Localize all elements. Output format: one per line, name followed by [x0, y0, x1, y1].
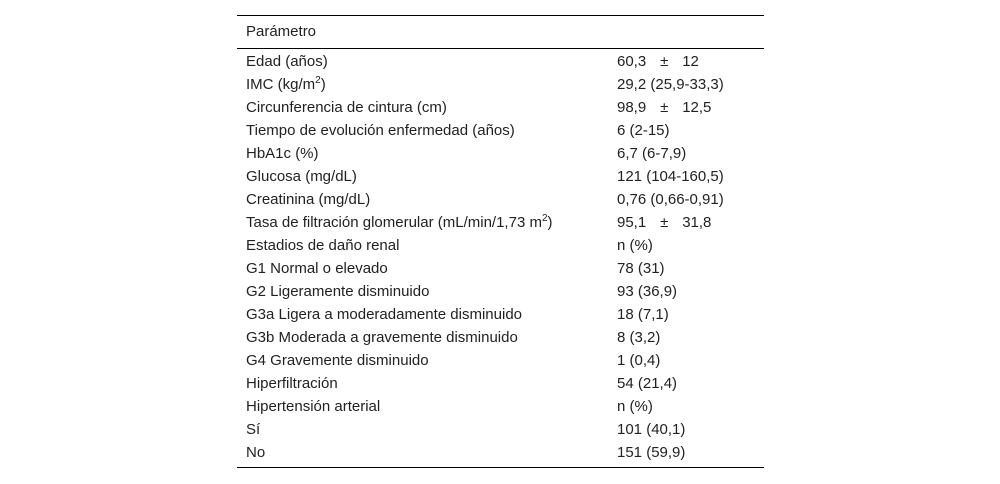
mean-value: 60,3 [617, 53, 647, 70]
table-row [237, 234, 764, 257]
row-value: 93 (36,9) [617, 283, 678, 300]
table-row [237, 303, 764, 326]
header-parametro: Parámetro [246, 23, 317, 40]
row-value: 6 (2-15) [617, 122, 670, 139]
row-label-text: IMC (kg/m [246, 76, 316, 93]
sd-value: 12,5 [682, 99, 712, 116]
table-body [237, 49, 764, 467]
plus-minus-sign: ± [660, 214, 669, 231]
row-label [246, 211, 553, 234]
row-value: 18 (7,1) [617, 306, 669, 323]
table-row [237, 372, 764, 395]
table-row [237, 257, 764, 280]
row-label: Creatinina (mg/dL) [246, 191, 371, 208]
table-row [237, 418, 764, 441]
mean-value: 98,9 [617, 99, 647, 116]
row-value: 78 (31) [617, 260, 665, 277]
superscript: 2 [541, 213, 548, 224]
table-row [237, 326, 764, 349]
row-value: 8 (3,2) [617, 329, 661, 346]
row-label: Hipertensión arterial [246, 398, 381, 415]
table-row [237, 142, 764, 165]
mean-value: 95,1 [617, 214, 647, 231]
row-label: Edad (años) [246, 53, 328, 70]
row-value: n (%) [617, 237, 653, 254]
row-value: 1 (0,4) [617, 352, 661, 369]
row-label: G3a Ligera a moderadamente disminuido [246, 306, 522, 323]
table-row [237, 349, 764, 372]
row-label: Tiempo de evolución enfermedad (años) [246, 122, 515, 139]
row-value: 6,7 (6-7,9) [617, 145, 687, 162]
table-row [237, 119, 764, 142]
table-row [237, 50, 764, 73]
row-label: G2 Ligeramente disminuido [246, 283, 430, 300]
row-value: 121 (104-160,5) [617, 168, 724, 185]
row-value [617, 211, 711, 234]
table-row [237, 441, 764, 464]
row-value: 101 (40,1) [617, 421, 686, 438]
row-label: Sí [246, 421, 261, 438]
table-row [237, 73, 764, 96]
row-label: G4 Gravemente disminuido [246, 352, 429, 369]
row-value [617, 96, 711, 119]
row-value [617, 50, 699, 73]
data-table [237, 15, 764, 468]
row-value: 151 (59,9) [617, 444, 686, 461]
row-label: HbA1c (%) [246, 145, 319, 162]
table-row [237, 96, 764, 119]
row-label: G1 Normal o elevado [246, 260, 388, 277]
row-value: 0,76 (0,66-0,91) [617, 191, 724, 208]
sd-value: 31,8 [682, 214, 712, 231]
plus-minus-sign: ± [660, 53, 669, 70]
sd-value: 12 [682, 53, 699, 70]
table-row [237, 165, 764, 188]
table-row [237, 188, 764, 211]
row-label [246, 73, 326, 96]
row-value: 54 (21,4) [617, 375, 678, 392]
row-value: 29,2 (25,9-33,3) [617, 76, 724, 93]
plus-minus-sign: ± [660, 99, 669, 116]
table-row [237, 280, 764, 303]
row-label: Circunferencia de cintura (cm) [246, 99, 447, 116]
bottom-rule [237, 467, 764, 468]
row-value: n (%) [617, 398, 653, 415]
row-label: G3b Moderada a gravemente disminuido [246, 329, 518, 346]
row-label-suffix: ) [320, 76, 326, 93]
row-label: Estadios de daño renal [246, 237, 400, 254]
row-label: No [246, 444, 266, 461]
row-label-suffix: ) [547, 214, 553, 231]
row-label-text: Tasa de filtración glomerular (mL/min/1,73 m [246, 214, 542, 231]
row-label: Hiperfiltración [246, 375, 338, 392]
row-label: Glucosa (mg/dL) [246, 168, 357, 185]
superscript: 2 [315, 75, 321, 86]
table-row [237, 211, 764, 234]
table-row [237, 395, 764, 418]
